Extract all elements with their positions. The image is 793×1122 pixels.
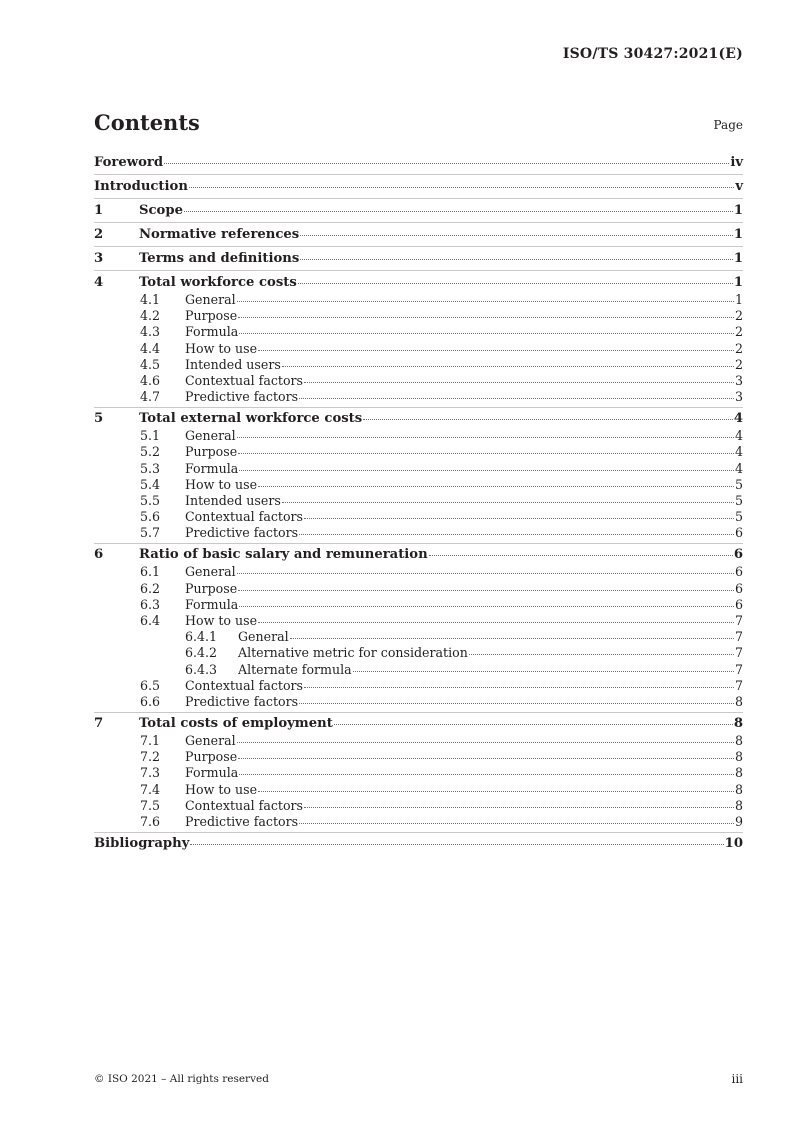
dot-leader [239,606,734,607]
toc-entry-title: General [185,292,236,307]
toc-entry-subclause[interactable] [94,341,743,357]
dot-leader [239,333,734,334]
toc-entry-page: 7 [734,613,743,628]
page-column-label: Page [713,118,743,132]
toc-entry-number: 7.4 [140,781,161,797]
toc-entry-number: 7 [94,716,104,731]
section-separator [94,270,743,271]
dot-leader [304,687,734,688]
toc-entry-subclause[interactable] [94,308,743,324]
toc-entry-number: 4.5 [140,356,161,372]
toc-entry-page: 2 [734,356,743,372]
toc-entry-subclause[interactable] [94,525,743,541]
toc-entry-number: 4.4 [140,340,161,356]
section-separator [94,222,743,223]
toc-entry-number: 3 [94,251,104,266]
dot-leader [304,382,734,383]
toc-entry-number: 6 [94,547,104,563]
dot-leader [238,317,734,318]
toc-entry-title: Bibliography [94,836,190,851]
toc-entry-subsubclause[interactable] [94,629,743,645]
dot-leader [299,703,734,704]
toc-entry-number: 5.1 [140,428,161,444]
toc-entry-page: 3 [734,389,743,405]
toc-entry-number: 7.6 [140,814,161,829]
toc-entry-number: 1 [94,203,104,218]
toc-entry-clause[interactable] [94,203,743,221]
dot-leader [184,211,733,212]
toc-entry-page: 5 [734,493,743,508]
toc-entry-number: 5.7 [140,525,161,541]
toc-entry-page: 4 [734,460,743,476]
toc-entry-number: 5.5 [140,493,161,508]
toc-entry-page: 8 [734,797,743,813]
dot-leader [299,823,734,824]
toc-entry-clause[interactable] [94,251,743,269]
toc-entry-subclause[interactable] [94,782,743,798]
toc-entry-subclause[interactable] [94,324,743,340]
toc-entry-subclause[interactable] [94,389,743,405]
dot-leader [237,573,734,574]
toc-entry-number: 5 [94,411,104,427]
toc-entry-title: Purpose [185,308,238,324]
toc-entry-subclause[interactable] [94,749,743,765]
dot-leader [353,671,734,672]
toc-entry-title: Normative references [139,227,300,242]
toc-entry-page: 4 [733,411,743,427]
toc-entry-subclause[interactable] [94,461,743,477]
document-identifier: ISO/TS 30427:2021(E) [562,46,743,62]
toc-entry-number: 4.7 [140,389,161,405]
toc-entry-title: Purpose [185,749,238,765]
dot-leader [304,518,734,519]
toc-entry-subclause[interactable] [94,292,743,308]
dot-leader [239,470,734,471]
section-separator [94,198,743,199]
toc-entry-title: Scope [139,203,183,218]
toc-entry-title: Predictive factors [185,694,299,709]
toc-entry-subclause[interactable] [94,493,743,509]
toc-entry-page: 6 [734,580,743,596]
toc-entry-number: 4.2 [140,308,161,324]
toc-entry-page: 6 [734,596,743,612]
toc-entry-page: 10 [724,836,743,851]
toc-entry-page: 1 [733,251,743,266]
toc-entry-subclause[interactable] [94,509,743,525]
dot-leader [237,742,734,743]
toc-entry-subclause[interactable] [94,477,743,493]
toc-entry-subclause[interactable] [94,564,743,580]
toc-entry-subclause[interactable] [94,733,743,749]
toc-entry-subclause[interactable] [94,428,743,444]
toc-entry-number: 4 [94,275,104,290]
toc-entry-title: Total costs of employment [139,716,333,731]
toc-entry-subclause[interactable] [94,694,743,710]
toc-entry-subclause[interactable] [94,765,743,781]
toc-entry-title: Total external workforce costs [139,411,363,427]
toc-entry-page: 8 [734,765,743,781]
toc-entry-title: General [185,733,236,748]
section-separator [94,174,743,175]
toc-entry-title: Purpose [185,444,238,460]
dot-leader [258,622,734,623]
toc-entry-page: 7 [734,661,743,677]
toc-entry-number: 6.2 [140,580,161,596]
toc-entry-page: 6 [733,547,743,563]
toc-entry-title: Predictive factors [185,389,299,405]
dot-leader [189,187,734,188]
toc-entry-title: Intended users [185,493,281,508]
toc-entry-page: 1 [733,275,743,290]
toc-entry-title: Alternative metric for consideration [238,645,468,661]
toc-entry-title: How to use [185,476,258,492]
toc-entry-page: 9 [734,814,743,829]
toc-entry-clause[interactable] [94,227,743,245]
toc-entry-page: 6 [734,564,743,580]
toc-entry-subclause[interactable] [94,814,743,830]
toc-entry-title: General [238,629,289,645]
toc-entry-page: 7 [734,645,743,661]
toc-entry-number: 7.3 [140,765,161,781]
toc-entry-page: 8 [734,694,743,709]
section-separator [94,712,743,713]
dot-leader [429,555,733,556]
toc-entry-title: Contextual factors [185,509,304,525]
toc-entry-page: 7 [734,629,743,645]
toc-entry-number: 7.5 [140,797,161,813]
dot-leader [238,453,734,454]
toc-entry-title: Alternate formula [238,661,352,677]
toc-entry-title: Contextual factors [185,677,304,693]
toc-entry-number: 6.3 [140,596,161,612]
toc-entry-page: 6 [734,525,743,541]
toc-entry-subclause[interactable] [94,357,743,373]
toc-entry-subclause[interactable] [94,581,743,597]
toc-entry-page: 2 [734,324,743,340]
dot-leader [304,807,734,808]
toc-entry-number: 6.1 [140,564,161,580]
toc-entry-title: Introduction [94,179,188,194]
toc-entry-title: Formula [185,324,239,340]
toc-entry-page: 2 [734,308,743,324]
dot-leader [282,502,734,503]
dot-leader [298,283,733,284]
toc-entry-clause[interactable] [94,836,743,854]
toc-entry-page: 4 [734,428,743,444]
page-number: iii [731,1072,743,1086]
toc-entry-page: iv [730,155,743,170]
dot-leader [299,534,734,535]
toc-entry-title: Terms and definitions [139,251,300,266]
dot-leader [258,350,734,351]
toc-entry-number: 6.4.1 [185,629,218,645]
toc-entry-title: Intended users [185,356,281,372]
dot-leader [238,758,734,759]
section-separator [94,407,743,408]
dot-leader [238,590,734,591]
toc-entry-page: 5 [734,476,743,492]
toc-entry-number: 6.4 [140,613,161,628]
dot-leader [334,724,733,725]
toc-entry-number: 5.6 [140,509,161,525]
toc-entry-title: Purpose [185,580,238,596]
toc-entry-number: 4.1 [140,292,161,307]
toc-entry-page: 3 [734,373,743,388]
toc-entry-page: v [735,179,743,194]
dot-leader [190,844,723,845]
copyright-notice: © ISO 2021 – All rights reserved [94,1073,269,1085]
toc-entry-page: 1 [734,292,743,307]
toc-entry-page: 1 [733,203,743,218]
toc-entry-title: Formula [185,596,239,612]
toc-entry-subclause[interactable] [94,373,743,389]
toc-entry-page: 8 [734,733,743,748]
toc-entry-clause[interactable] [94,547,743,565]
toc-entry-page: 8 [733,716,743,731]
toc-entry-title: Foreword [94,155,164,170]
toc-entry-title: Predictive factors [185,525,299,541]
section-separator [94,246,743,247]
toc-entry-number: 6.4.3 [185,661,218,677]
dot-leader [237,301,734,302]
toc-entry-title: Predictive factors [185,814,299,829]
toc-entry-subsubclause[interactable] [94,645,743,661]
toc-entry-number: 6.5 [140,677,161,693]
toc-entry-clause[interactable] [94,179,743,197]
dot-leader [237,437,734,438]
toc-entry-number: 2 [94,227,104,242]
toc-entry-subclause[interactable] [94,597,743,613]
toc-entry-clause[interactable] [94,155,743,173]
dot-leader [300,235,733,236]
toc-entry-subclause[interactable] [94,613,743,629]
toc-entry-title: General [185,428,236,444]
toc-entry-subsubclause[interactable] [94,662,743,678]
toc-entry-title: Ratio of basic salary and remuneration [139,547,428,563]
toc-entry-number: 5.3 [140,460,161,476]
toc-entry-clause[interactable] [94,411,743,429]
toc-entry-number: 4.3 [140,324,161,340]
toc-entry-title: How to use [185,340,258,356]
toc-entry-number: 6.4.2 [185,645,218,661]
toc-entry-page: 4 [734,444,743,460]
toc-entry-number: 5.4 [140,476,161,492]
dot-leader [300,259,733,260]
toc-entry-subclause[interactable] [94,678,743,694]
toc-entry-subclause[interactable] [94,798,743,814]
toc-entry-title: How to use [185,613,258,628]
dot-leader [282,366,734,367]
dot-leader [258,791,734,792]
section-separator [94,832,743,833]
toc-entry-title: Formula [185,460,239,476]
toc-entry-page: 8 [734,749,743,765]
toc-entry-title: Contextual factors [185,373,304,388]
section-separator [94,543,743,544]
toc-entry-title: Total workforce costs [139,275,297,290]
toc-entry-title: Contextual factors [185,797,304,813]
toc-entry-title: General [185,564,236,580]
dot-leader [239,774,734,775]
toc-entry-number: 6.6 [140,694,161,709]
toc-entry-clause[interactable] [94,716,743,734]
toc-entry-number: 7.1 [140,733,161,748]
dot-leader [299,398,734,399]
toc-entry-page: 5 [734,509,743,525]
toc-entry-title: Formula [185,765,239,781]
toc-entry-page: 7 [734,677,743,693]
toc-entry-page: 2 [734,340,743,356]
toc-entry-number: 7.2 [140,749,161,765]
toc-entry-subclause[interactable] [94,444,743,460]
dot-leader [290,638,734,639]
dot-leader [469,654,734,655]
toc-entry-number: 5.2 [140,444,161,460]
dot-leader [363,419,733,420]
toc-entry-title: How to use [185,781,258,797]
dot-leader [164,163,729,164]
contents-heading: Contents [94,110,200,135]
toc-entry-page: 8 [734,781,743,797]
toc-entry-clause[interactable] [94,275,743,293]
toc-entry-number: 4.6 [140,373,161,388]
toc-entry-page: 1 [733,227,743,242]
dot-leader [258,486,734,487]
